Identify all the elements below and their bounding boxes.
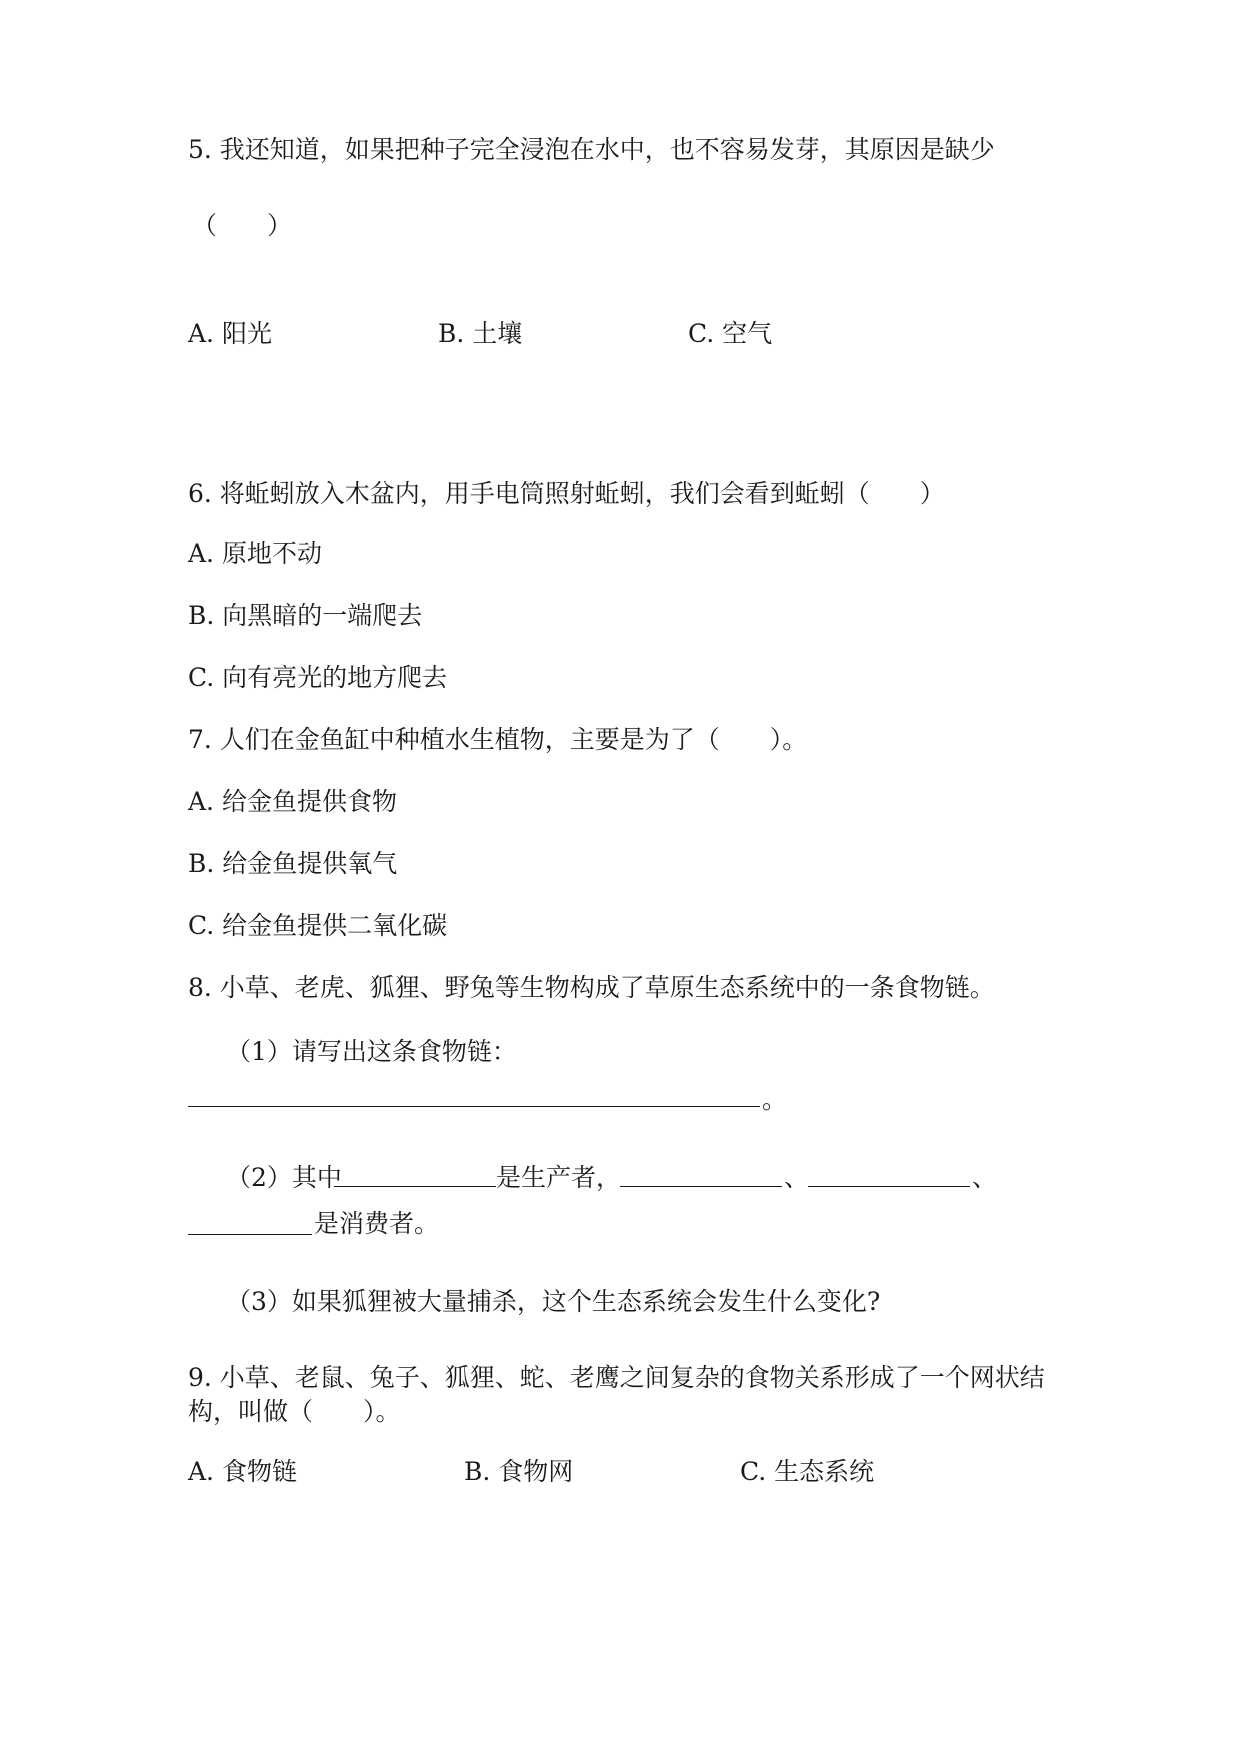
q7-option-b: B. 给金鱼提供氧气 bbox=[188, 849, 398, 878]
q5-option-b: B. 土壤 bbox=[438, 319, 523, 348]
q8-consumer-blank-2[interactable] bbox=[808, 1186, 970, 1187]
q5-answer-paren: （ ） bbox=[192, 211, 293, 240]
q8-sub2-prefix: （2）其中 bbox=[226, 1163, 342, 1192]
q7-stem: 7. 人们在金鱼缸中种植水生植物，主要是为了（ ）。 bbox=[188, 725, 808, 754]
q5-option-a: A. 阳光 bbox=[188, 319, 272, 348]
q8-sub1-end: 。 bbox=[762, 1085, 788, 1114]
q9-option-b: B. 食物网 bbox=[464, 1457, 574, 1486]
q5-stem: 5. 我还知道，如果把种子完全浸泡在水中，也不容易发芽，其原因是缺少 bbox=[188, 135, 995, 164]
q9-option-a: A. 食物链 bbox=[188, 1457, 297, 1486]
q9-stem-line1: 9. 小草、老鼠、兔子、狐狸、蛇、老鹰之间复杂的食物关系形成了一个网状结 bbox=[188, 1363, 1045, 1392]
q9-stem-line2: 构，叫做（ ）。 bbox=[188, 1397, 401, 1426]
q7-option-c: C. 给金鱼提供二氧化碳 bbox=[188, 911, 448, 940]
q8-producer-blank[interactable] bbox=[334, 1186, 496, 1187]
q5-option-c: C. 空气 bbox=[688, 319, 773, 348]
q8-food-chain-blank[interactable] bbox=[188, 1106, 760, 1107]
q8-sub2-producer-label: 是生产者， bbox=[496, 1163, 622, 1192]
q9-option-c: C. 生态系统 bbox=[740, 1457, 875, 1486]
q6-option-b: B. 向黑暗的一端爬去 bbox=[188, 601, 423, 630]
q8-consumer-blank-3[interactable] bbox=[188, 1234, 312, 1235]
q6-stem: 6. 将蚯蚓放入木盆内，用手电筒照射蚯蚓，我们会看到蚯蚓（ ） bbox=[188, 479, 945, 508]
q8-consumer-blank-1[interactable] bbox=[620, 1186, 782, 1187]
q6-option-c: C. 向有亮光的地方爬去 bbox=[188, 663, 448, 692]
q8-stem: 8. 小草、老虎、狐狸、野兔等生物构成了草原生态系统中的一条食物链。 bbox=[188, 973, 995, 1002]
q6-option-a: A. 原地不动 bbox=[188, 539, 322, 568]
q8-sub1: （1）请写出这条食物链： bbox=[226, 1037, 517, 1066]
q8-separator-1: 、 bbox=[784, 1163, 810, 1192]
q8-sub3: （3）如果狐狸被大量捕杀，这个生态系统会发生什么变化? bbox=[226, 1287, 881, 1316]
q8-sub2-consumer-label: 是消费者。 bbox=[314, 1209, 440, 1238]
q7-option-a: A. 给金鱼提供食物 bbox=[188, 787, 397, 816]
q8-separator-2: 、 bbox=[972, 1163, 998, 1192]
